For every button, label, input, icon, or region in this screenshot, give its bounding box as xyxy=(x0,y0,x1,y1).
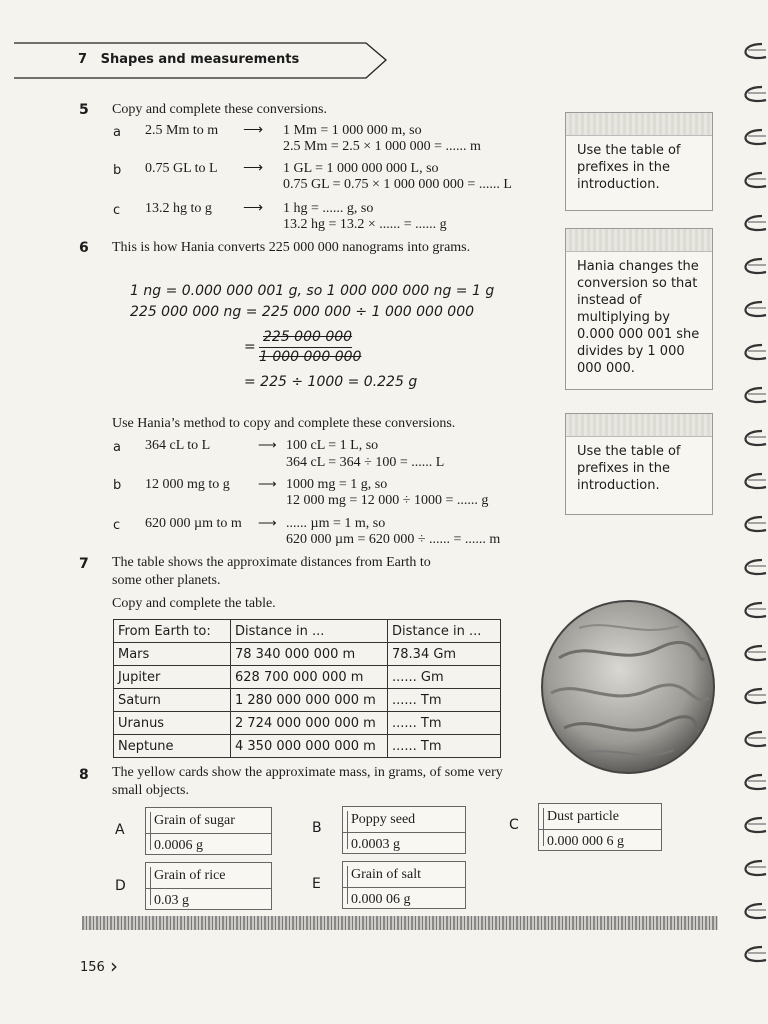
working-line: 1 GL = 1 000 000 000 L, so xyxy=(283,161,439,176)
binding-ring-icon xyxy=(746,216,766,230)
binding-ring-icon xyxy=(746,603,766,617)
table-row xyxy=(114,735,501,758)
planet-cell: Saturn xyxy=(114,689,231,712)
distance-m-cell: 1 280 000 000 000 m xyxy=(231,689,388,712)
hint-text: Use the table of prefixes in the introduction. xyxy=(577,444,681,493)
part-label: a xyxy=(113,440,121,455)
spiral-binding xyxy=(740,36,768,986)
mass-card-dust xyxy=(538,803,662,851)
column-header: Distance in ... xyxy=(388,620,501,643)
binding-ring-icon xyxy=(746,302,766,316)
fraction-denominator: 1 000 000 000 xyxy=(259,349,362,365)
binding-ring-icon xyxy=(746,173,766,187)
page-number: 156 xyxy=(80,960,105,975)
distance-m-cell: 78 340 000 000 m xyxy=(231,643,388,666)
table-row xyxy=(114,712,501,735)
binding-ring-icon xyxy=(746,904,766,918)
table-row xyxy=(114,666,501,689)
card-item-name: Dust particle xyxy=(547,809,619,824)
planet-image xyxy=(539,598,717,776)
conversion-task: 2.5 Mm to m xyxy=(145,123,219,138)
question-text: The table shows the approximate distances from Earth to xyxy=(112,555,431,570)
binding-ring-icon xyxy=(746,130,766,144)
binding-ring-icon xyxy=(746,560,766,574)
table-header-row xyxy=(114,620,501,643)
worked-example-line: 1 ng = 0.000 000 001 g, so 1 000 000 000 ng = 1 g xyxy=(130,283,495,299)
fraction-numerator: 225 000 000 xyxy=(263,329,353,345)
hint-box xyxy=(565,228,713,390)
working-line: 100 cL = 1 L, so xyxy=(286,438,379,453)
card-letter: A xyxy=(115,822,125,838)
distance-prefix-cell: ...... Tm xyxy=(388,735,501,758)
mass-card-poppy xyxy=(342,806,466,854)
worked-example-line: 225 000 000 ng = 225 000 000 ÷ 1 000 000 000 xyxy=(130,304,475,320)
question-number: 6 xyxy=(79,240,89,256)
arrow-icon: ⟶ xyxy=(258,476,277,491)
distance-m-cell: 628 700 000 000 m xyxy=(231,666,388,689)
planet-cell: Jupiter xyxy=(114,666,231,689)
question-text: Copy and complete these conversions. xyxy=(112,102,328,117)
working-line: 0.75 GL = 0.75 × 1 000 000 000 = ...... L xyxy=(283,177,512,192)
table-row xyxy=(114,643,501,666)
question-text: This is how Hania converts 225 000 000 nanograms into grams. xyxy=(112,240,471,255)
chapter-header xyxy=(14,42,386,78)
conversion-task: 620 000 µm to m xyxy=(145,516,242,531)
card-letter: B xyxy=(312,820,322,836)
part-label: c xyxy=(113,518,121,533)
card-letter: E xyxy=(312,876,321,892)
hint-text: Hania changes the conversion so that instead of multiplying by 0.000 000 001 she divides by 1 000 000 000. xyxy=(577,259,700,376)
binding-ring-icon xyxy=(746,44,766,58)
conversion-task: 12 000 mg to g xyxy=(145,477,230,492)
working-line: 620 000 µm = 620 000 ÷ ...... = ...... m xyxy=(286,532,501,547)
conversion-task: 364 cL to L xyxy=(145,438,211,453)
card-item-name: Grain of salt xyxy=(351,867,421,882)
binding-ring-icon xyxy=(746,431,766,445)
arrow-icon: ⟶ xyxy=(258,437,277,452)
question-text: The yellow cards show the approximate mass, in grams, of some very xyxy=(112,765,503,780)
working-line: 12 000 mg = 12 000 ÷ 1000 = ...... g xyxy=(286,493,489,508)
arrow-icon: ⟶ xyxy=(243,123,264,138)
binding-ring-icon xyxy=(746,517,766,531)
worked-example-line: = 225 ÷ 1000 = 0.225 g xyxy=(244,374,418,390)
conversion-task: 13.2 hg to g xyxy=(145,201,212,216)
card-letter: C xyxy=(509,817,519,833)
working-line: 1 hg = ...... g, so xyxy=(283,201,374,216)
planet-cell: Neptune xyxy=(114,735,231,758)
question-text: Copy and complete the table. xyxy=(112,596,276,611)
question-text: Use Hania’s method to copy and complete these conversions. xyxy=(112,416,456,431)
card-mass: 0.03 g xyxy=(146,888,271,911)
hint-box xyxy=(565,112,713,211)
question-number: 7 xyxy=(79,556,89,572)
binding-ring-icon xyxy=(746,646,766,660)
card-item-name: Grain of sugar xyxy=(154,813,235,828)
page-bottom-band xyxy=(82,916,718,930)
mass-card-salt xyxy=(342,861,466,909)
question-number: 5 xyxy=(79,102,89,118)
fraction-bar xyxy=(259,347,352,348)
distance-m-cell: 4 350 000 000 000 m xyxy=(231,735,388,758)
working-line: 2.5 Mm = 2.5 × 1 000 000 = ...... m xyxy=(283,139,481,154)
hint-box xyxy=(565,413,713,515)
card-item-name: Grain of rice xyxy=(154,868,226,883)
question-number: 8 xyxy=(79,767,89,783)
distance-m-cell: 2 724 000 000 000 m xyxy=(231,712,388,735)
working-line: 364 cL = 364 ÷ 100 = ...... L xyxy=(286,455,445,470)
binding-ring-icon xyxy=(746,775,766,789)
binding-ring-icon xyxy=(746,388,766,402)
working-line: 1000 mg = 1 g, so xyxy=(286,477,388,492)
arrow-icon: ⟶ xyxy=(243,201,264,216)
hint-text: Use the table of prefixes in the introduction. xyxy=(577,143,681,192)
card-mass: 0.0006 g xyxy=(146,833,271,856)
planet-cell: Uranus xyxy=(114,712,231,735)
part-label: b xyxy=(113,163,122,178)
working-line: ...... µm = 1 m, so xyxy=(286,516,386,531)
card-mass: 0.000 06 g xyxy=(343,887,465,910)
distance-prefix-cell: 78.34 Gm xyxy=(388,643,501,666)
card-item-name: Poppy seed xyxy=(351,812,416,827)
conversion-task: 0.75 GL to L xyxy=(145,161,218,176)
part-label: a xyxy=(113,125,121,140)
binding-ring-icon xyxy=(746,345,766,359)
binding-ring-icon xyxy=(746,87,766,101)
working-line: 1 Mm = 1 000 000 m, so xyxy=(283,123,422,138)
mass-card-rice xyxy=(145,862,272,910)
column-header: From Earth to: xyxy=(114,620,231,643)
binding-ring-icon xyxy=(746,474,766,488)
question-text: some other planets. xyxy=(112,573,221,588)
binding-ring-icon xyxy=(746,861,766,875)
part-label: c xyxy=(113,203,121,218)
question-text: small objects. xyxy=(112,783,189,798)
card-mass: 0.000 000 6 g xyxy=(539,829,661,852)
chevron-right-icon: › xyxy=(110,954,118,978)
mass-card-sugar xyxy=(145,807,272,855)
arrow-icon: ⟶ xyxy=(243,161,264,176)
binding-ring-icon xyxy=(746,947,766,961)
planet-cell: Mars xyxy=(114,643,231,666)
table-row xyxy=(114,689,501,712)
arrow-icon: ⟶ xyxy=(258,515,277,530)
binding-ring-icon xyxy=(746,732,766,746)
working-line: 13.2 hg = 13.2 × ...... = ...... g xyxy=(283,217,447,232)
binding-ring-icon xyxy=(746,689,766,703)
distance-table xyxy=(113,619,501,758)
card-mass: 0.0003 g xyxy=(343,832,465,855)
binding-ring-icon xyxy=(746,259,766,273)
distance-prefix-cell: ...... Gm xyxy=(388,666,501,689)
column-header: Distance in ... xyxy=(231,620,388,643)
part-label: b xyxy=(113,478,122,493)
distance-prefix-cell: ...... Tm xyxy=(388,712,501,735)
binding-ring-icon xyxy=(746,818,766,832)
chapter-title: 7 Shapes and measurements xyxy=(78,52,300,67)
card-letter: D xyxy=(115,878,126,894)
distance-prefix-cell: ...... Tm xyxy=(388,689,501,712)
